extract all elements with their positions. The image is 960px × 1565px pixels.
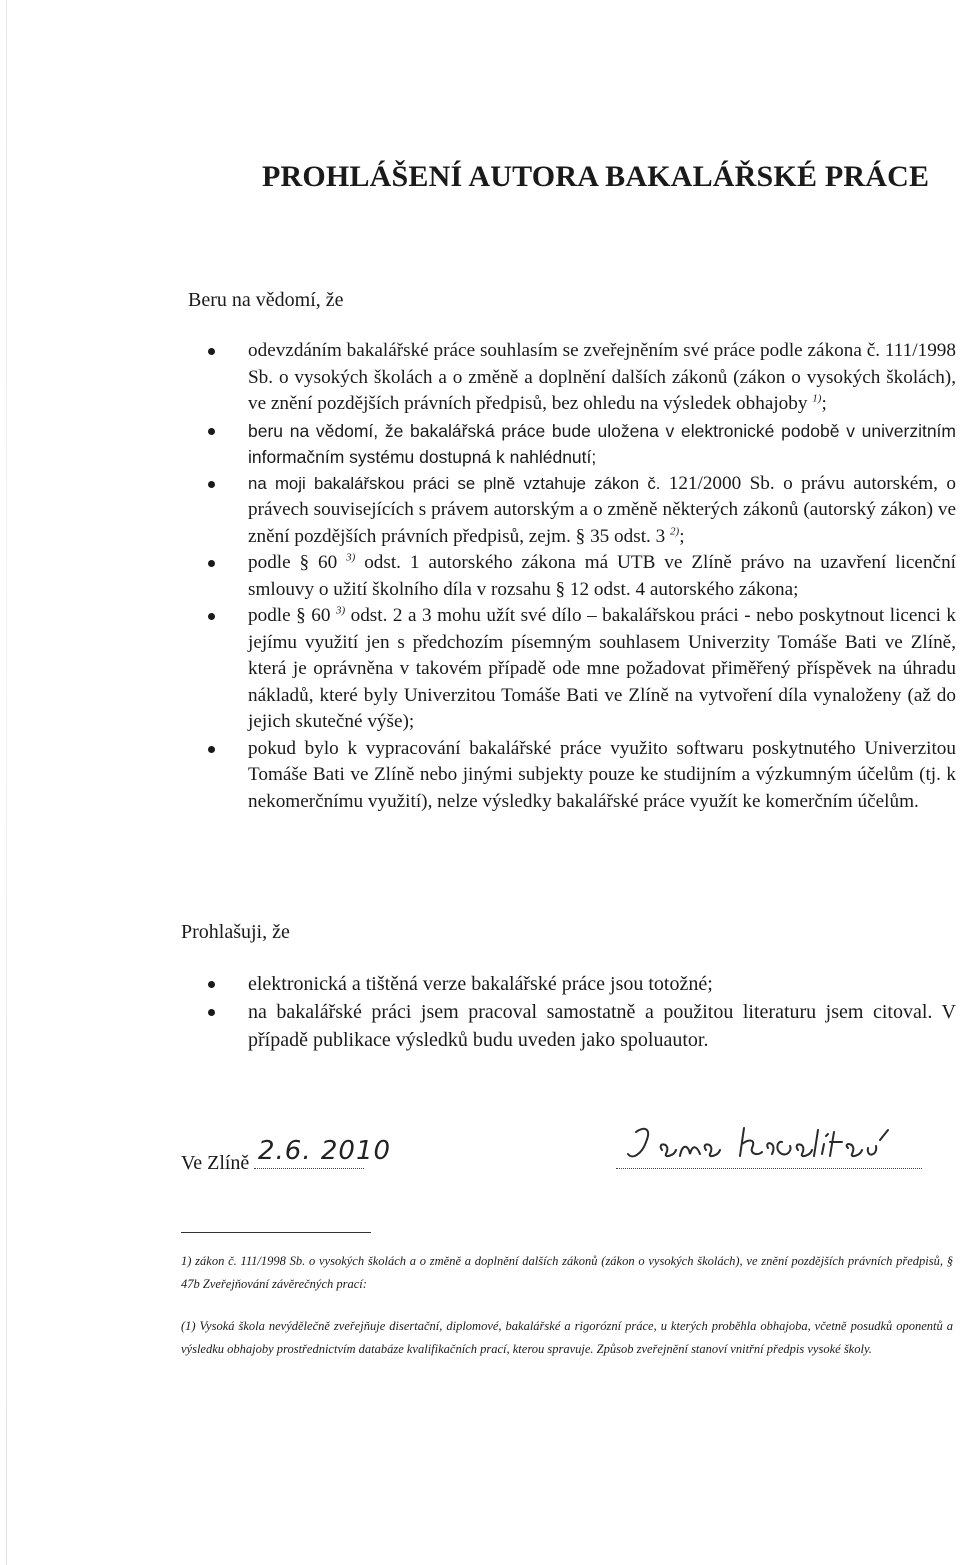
document-title: PROHLÁŠENÍ AUTORA BAKALÁŘSKÉ PRÁCE	[262, 160, 930, 193]
place-label: Ve Zlíně	[181, 1152, 250, 1174]
footnote-1: 1) zákon č. 111/1998 Sb. o vysokých školách a o změně a doplnění dalších zákonů (zákon o vysokých školách), ve znění pozdějších právních předpisů, § 47b Zveřejňování závěrečných prací:	[181, 1254, 953, 1291]
item-text-cont: odst. 1 autorského zákona má UTB ve Zlíně právo na uzavření licenční smlouvy o užití školního díla v rozsahu § 12 odst. 4 autorského zákona;	[248, 552, 956, 600]
item-text: elektronická a tištěná verze bakalářské práce jsou totožné;	[248, 973, 713, 995]
item-text-cont: 121/2000 Sb. o právu autorském, o právech souvisejících s právem autorským a o změně některých zákonů (autorský zákon) ve znění pozdějších právních předpisů, zejm. § 35 odst. 3	[248, 472, 956, 547]
item-text: pokud bylo k vypracování bakalářské práce využito softwaru poskytnutého Univerzitou Tomáše Bati ve Zlíně nebo jinými subjekty pouze ke studijním a výzkumným účelům (tj. k nekomerčnímu využití), nelze výsledky bakalářské práce využít ke komerčním účelům.	[248, 737, 956, 812]
footnote-2: (1) Vysoká škola nevýdělečně zveřejňuje disertační, diplomové, bakalářské a rigorózní práce, u kterých proběhla obhajoba, včetně posudků oponentů a výsledku obhajoby prostřednictvím databáze kvalifikačních prací, kterou spravuje. Způsob zveřejnění stanoví vnitřní předpis vysoké školy.	[181, 1319, 953, 1356]
item-text: odevzdáním bakalářské práce souhlasím se zveřejněním své práce podle zákona č. 111/1998 Sb. o vysokých školách a o změně a doplnění dalších zákonů (zákon o vysokých školách), ve znění pozdějších právních předpisů, bez ohledu na výsledek obhajoby	[248, 340, 956, 414]
footnote-ref: 3)	[346, 551, 356, 564]
footnotes	[181, 1250, 953, 1380]
item-text: na moji bakalářskou práci se plně vztahuje zákon č.	[248, 473, 669, 493]
acknowledgement-list	[204, 338, 956, 815]
footnote-ref: 3)	[335, 604, 346, 617]
item-text-tail: ;	[821, 393, 827, 414]
list-item	[204, 603, 956, 736]
list-item	[204, 998, 956, 1054]
list-item	[204, 338, 956, 418]
list-item	[204, 970, 956, 998]
item-text-cont: odst. 2 a 3 mohu užít své dílo – bakalářskou práci - nebo poskytnout licenci k jejímu využití jen s předchozím písemným souhlasem Univerzity Tomáše Bati ve Zlíně, která je oprávněna v takovém případě ode mne požadovat přiměřený příspěvek na úhradu nákladů, které byly Univerzitou Tomáše Bati ve Zlíně na vytvoření díla vynaloženy (až do jejich skutečné výše);	[248, 605, 956, 732]
declaration-heading: Prohlašuji, že	[181, 921, 290, 943]
handwritten-signature-icon	[622, 1120, 922, 1170]
item-text-tail: ;	[679, 525, 685, 547]
item-text: podle § 60	[248, 552, 347, 573]
footnote-ref: 2)	[670, 525, 680, 538]
footnote-ref: 1)	[812, 392, 822, 405]
declaration-list	[204, 970, 956, 1054]
handwritten-date: 2.6. 2010	[258, 1136, 392, 1166]
scan-edge-line	[6, 0, 7, 1565]
list-item	[204, 550, 956, 603]
list-item	[204, 736, 956, 816]
list-item	[204, 471, 956, 551]
item-text: beru na vědomí, že bakalářská práce bude uložena v elektronické podobě v univerzitním informačním systému dostupná k nahlédnutí;	[248, 420, 956, 467]
item-text: na bakalářské práci jsem pracoval samostatně a použitou literaturu jsem citoval. V případě publikace výsledků budu uveden jako spoluautor.	[248, 1001, 956, 1051]
item-text: podle § 60	[248, 605, 336, 626]
footnote-divider	[181, 1232, 371, 1233]
list-item	[204, 418, 956, 471]
intro-text: Beru na vědomí, že	[188, 289, 344, 311]
